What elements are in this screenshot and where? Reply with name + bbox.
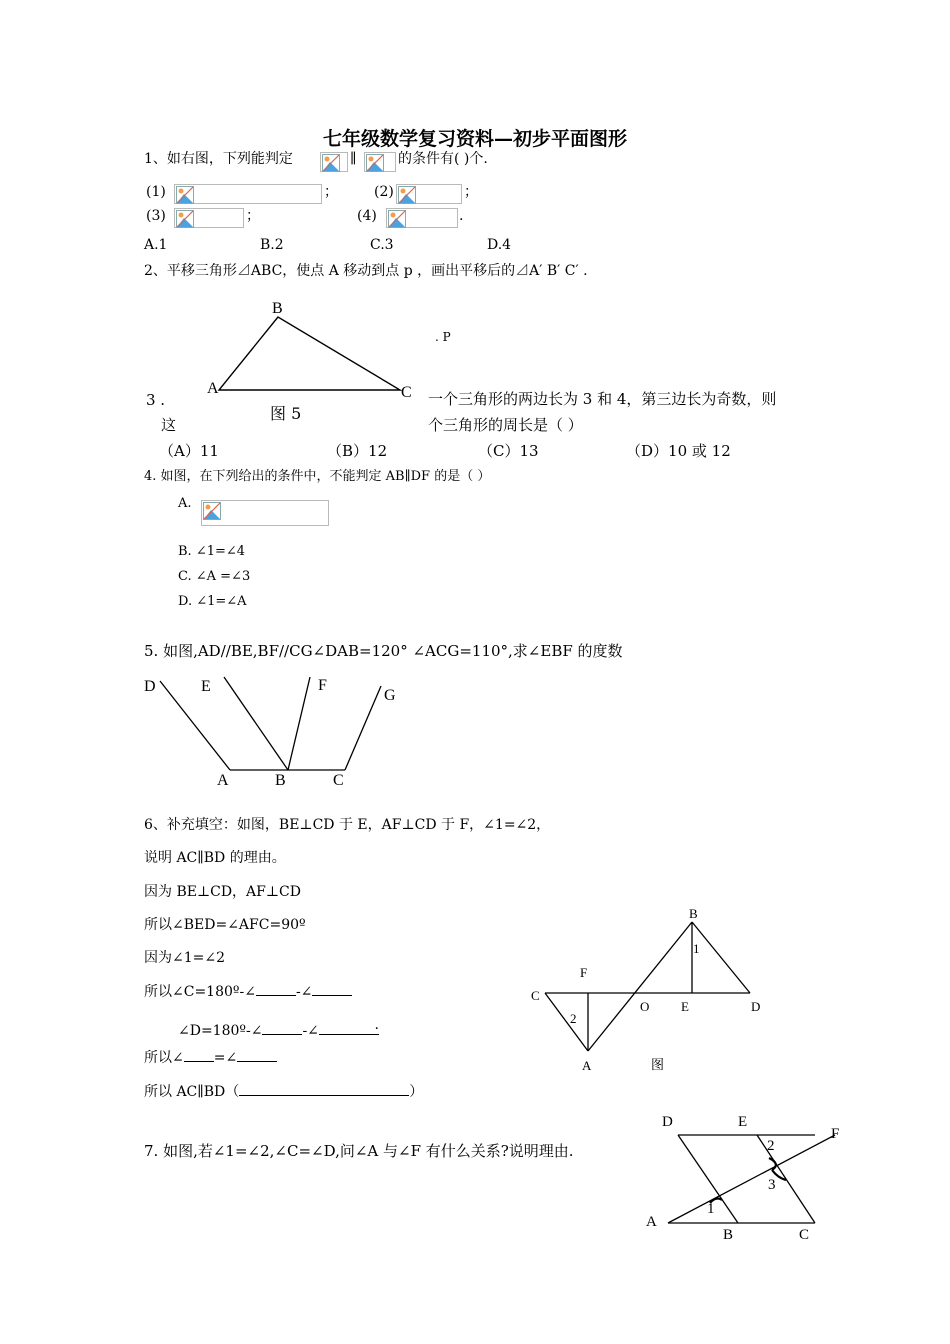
q3-zhe: 这 [161,416,177,434]
q6-line-9-text-a: 所以 AC∥BD（ [144,1084,240,1100]
q6-label-d: D [751,999,761,1014]
q1-option-1-end: ； [324,184,338,200]
q6-line-8-text-b: =∠ [213,1050,238,1066]
line-af [668,1135,835,1223]
q6-label-c: C [531,988,540,1003]
q1-option-4-label: (4) [357,208,377,224]
q1-choice-c: C.3 [370,237,394,253]
q7-label-2: 2 [767,1138,775,1154]
q3-number: 3 . [146,391,166,409]
q4-choice-a: A. [178,496,192,511]
q4-choice-b: B. ∠1=∠4 [178,544,246,559]
q4-choice-c: C. ∠A =∠3 [178,569,251,584]
q3-choice-d: （D）10 或 12 [626,442,731,460]
q4-stem: 4. 如图，在下列给出的条件中，不能判定 AB∥DF 的是（ ） [144,469,491,484]
q3-line-2: 个三角形的周长是（ ） [428,416,583,434]
q1-option-2-label: (2) [374,184,394,200]
q7-label-e: E [738,1114,748,1130]
q2-point-p: . P [435,330,451,344]
q7-label-c: C [799,1227,810,1243]
q6-label-a: A [582,1058,592,1073]
q2-stem: 2、平移三角形⊿ABC，使点 A 移动到点 p ，画出平移后的⊿A′ B′ C′ . [144,263,588,279]
q6-line-6-text-a: 所以∠C=180º-∠ [144,984,256,1000]
q6-label-1: 1 [693,941,700,956]
q3-choice-a: （A）11 [159,442,219,460]
q6-line-6-text-b: -∠ [295,984,313,1000]
q1-choice-a: A.1 [144,237,168,253]
q2-caption: 图 5 [270,404,302,423]
q7-label-d: D [662,1114,673,1130]
q2-label-b: B [272,300,283,317]
q1-stem-a: 1、如右图，下列能判定 [144,151,293,167]
q6-figure-caption: 图 [651,1058,665,1073]
q6-line-8-text-a: 所以∠ [144,1050,184,1066]
q1-option-1-label: (1) [146,184,166,200]
q5-label-c: C [333,772,344,789]
q7-stem: 7. 如图,若∠1=∠2,∠C=∠D,问∠A 与∠F 有什么关系?说明理由. [144,1142,574,1160]
q6-line-5: 因为∠1=∠2 [144,950,226,966]
q3-choice-b: （B）12 [327,442,388,460]
q4-choice-d: D. ∠1=∠A [178,594,247,609]
q7-label-b: B [723,1227,734,1243]
q6-stem: 6、补充填空：如图，BE⊥CD 于 E，AF⊥CD 于 F，∠1=∠2， [144,817,551,833]
q6-line-2: 说明 AC∥BD 的理由。 [144,850,286,866]
q6-line-4: 所以∠BED=∠AFC=90º [144,917,306,933]
q3-line-1: 一个三角形的两边长为 3 和 4，第三边长为奇数，则 [428,390,777,408]
q6-label-o: O [640,999,650,1014]
q5-label-a: A [217,772,229,789]
q7-label-f: F [831,1126,840,1142]
q6-line-9-text-b: ） [409,1084,424,1100]
q1-option-2-end: ； [464,184,478,200]
q1-stem-b: 的条件有( )个. [398,151,488,167]
q5-label-b: B [275,772,286,789]
q5-label-d: D [144,678,156,695]
q7-label-a: A [646,1214,657,1230]
q7-label-1: 1 [707,1201,715,1217]
q5-label-e: E [201,678,211,695]
q2-label-a: A [207,380,219,397]
q6-label-f: F [580,965,588,980]
q7-label-3: 3 [768,1177,776,1193]
q6-line-3: 因为 BE⊥CD，AF⊥CD [144,884,301,900]
q6-label-2: 2 [570,1011,577,1026]
q6-label-e: E [681,999,689,1014]
q1-option-4-end: . [459,208,464,224]
q6-line-7-text-a: ∠D=180º-∠ [178,1023,263,1039]
q6-line-7-text-b: -∠ [302,1023,319,1039]
q6-line-7-end: . [374,1017,379,1033]
q1-choice-b: B.2 [260,237,284,253]
q5-label-g: G [384,687,396,704]
q5-label-f: F [318,677,327,694]
q3-choice-c: （C）13 [478,442,539,460]
q1-choice-d: D.4 [487,237,512,253]
q2-label-c: C [401,384,412,401]
q6-label-b: B [689,906,698,921]
q1-parallel-sign: ∥ [350,151,357,167]
page-title: 七年级数学复习资料—初步平面图形 [322,128,627,150]
q1-option-3-end: ； [246,208,260,224]
q5-stem: 5. 如图,AD//BE,BF//CG∠DAB=120° ∠ACG=110°,求∠EBF 的度数 [144,642,623,660]
q1-option-3-label: (3) [146,208,166,224]
